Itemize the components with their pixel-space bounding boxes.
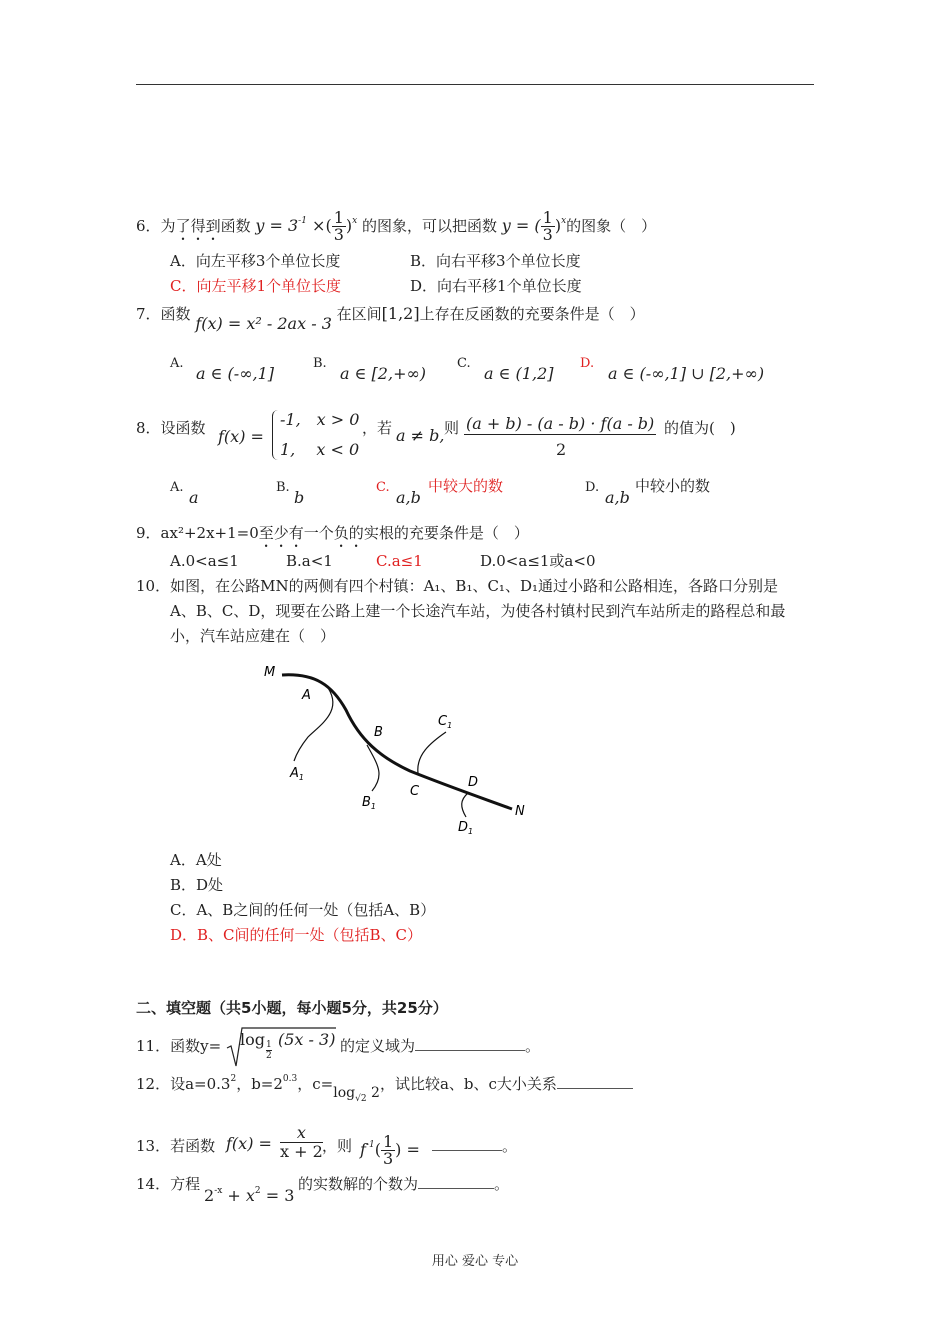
q11-argument: (5x - 3): [278, 1030, 336, 1049]
q7-option-c: a ∈ (1,2]: [484, 364, 554, 383]
q8-option-c-text: 中较大的数: [428, 477, 504, 495]
q8-option-b: b: [294, 488, 305, 507]
q8-option-d-letter: D.: [585, 480, 600, 495]
q8-option-c-letter: C.: [376, 480, 390, 495]
q7-option-d: a ∈ (-∞,1] ∪ [2,+∞): [608, 364, 765, 383]
q13-fx: f(x) =: [226, 1134, 272, 1153]
question-6: 6．为了得到函数 $y = 3^{-1}$ ×( $\frac{1}{3}$ )$^x$ 的图象，可以把函数 y = ( $\frac{1}{3}$ )$^x$的图象（ ）: [136, 208, 657, 244]
q14-equation: $2^{-x} + x^2 = 3$: [204, 1186, 295, 1205]
q6-option-a: A．向左平移3个单位长度: [170, 252, 341, 270]
q8-option-d-text: 中较小的数: [635, 477, 711, 495]
q13-fraction: x x + 2: [280, 1123, 323, 1161]
q10-option-d: D．B、C间的任何一处（包括B、C）: [170, 926, 423, 944]
q6-formula-2: y = ( $\frac{1}{3}$ )$^x$: [501, 208, 567, 244]
q8-option-c: a,b: [396, 488, 421, 507]
q7-formula: f(x) = x² - 2ax - 3: [195, 314, 332, 333]
q14-answer-blank: [418, 1188, 494, 1189]
q8-condition: a ≠ b,: [396, 426, 445, 445]
q8-end: 的值为( ): [664, 419, 736, 437]
q8-fraction-numerator: (a + b) - (a - b) · f(a - b): [466, 414, 655, 433]
q11-end: 的定义域为 。: [340, 1037, 541, 1055]
q12-answer-blank: [557, 1088, 633, 1089]
q13-blank-line: 。: [432, 1136, 517, 1156]
q7-option-b: a ∈ [2,+∞): [340, 364, 427, 383]
section-2-title: 二、填空题（共5小题，每小题5分，共25分）: [136, 999, 448, 1017]
label-d: D: [468, 775, 479, 790]
path-a-a1: [294, 685, 333, 761]
label-c1: $C_1$: [438, 714, 453, 730]
header-rule: [136, 84, 814, 85]
q7-option-d-letter: D.: [580, 356, 595, 371]
q10-option-a: A．A处: [170, 851, 222, 869]
q9-equation: ax²+2x+1=0: [160, 524, 259, 542]
q6-option-d: D．向右平移1个单位长度: [410, 277, 582, 295]
q6-option-b: B．向右平移3个单位长度: [410, 252, 581, 270]
road-diagram: [250, 655, 550, 840]
q13-inverse: $f^{-1}$( $\frac{1}{3}$ ) =: [360, 1132, 420, 1168]
q8-brace: [272, 410, 279, 460]
q9-option-c: C.a≤1: [376, 552, 423, 570]
question-9: 9．ax²+2x+1=0至少有一个负的实根的充要条件是（ ）: [136, 524, 529, 542]
label-a: A: [302, 688, 311, 703]
q10-option-c: C．A、B之间的任何一处（包括A、B）: [170, 901, 436, 919]
q6-emphasis: 了得到: [175, 217, 221, 235]
label-n: N: [515, 804, 525, 819]
q11-lead: 11．函数y=: [136, 1037, 222, 1055]
q11-answer-blank: [415, 1050, 525, 1051]
q10-line-2: A、B、C、D，现要在公路上建一个长途汽车站，为使各村镇村民到汽车站所走的路程总和最: [170, 602, 786, 620]
q8-option-b-letter: B.: [276, 480, 290, 495]
label-c: C: [410, 784, 420, 799]
q11-log: log: [240, 1030, 265, 1049]
q8-case-2: 1, x < 0: [280, 440, 360, 459]
q8-option-a-letter: A.: [170, 480, 184, 495]
label-a1: $A_1$: [290, 766, 304, 782]
q13-mid: ，则: [322, 1137, 353, 1155]
q9-option-b: B.a<1: [286, 552, 333, 570]
q8-case-1: -1, x > 0: [280, 410, 360, 429]
q7-option-a: a ∈ (-∞,1]: [196, 364, 275, 383]
q6-number: 6．: [136, 217, 161, 235]
q8-comma: ，若: [362, 419, 393, 437]
question-12: 12．设$a=0.3^2$，$b=2^{0.3}$，$c=\log_{√2}$ 2，试比较a、b、c大小关系: [136, 1074, 633, 1095]
q13-lead: 13．若函数: [136, 1137, 216, 1155]
q10-option-b: B．D处: [170, 876, 224, 894]
q8-fx: f(x) =: [218, 427, 264, 446]
q7-option-a-letter: A.: [170, 356, 184, 371]
label-d1: $D_1$: [458, 820, 474, 836]
q13-answer-blank: [432, 1150, 502, 1151]
q11-log-base: 1 2: [266, 1040, 272, 1061]
page-footer: 用心 爱心 专心: [431, 1254, 519, 1269]
q14-end: 的实数解的个数为 。: [298, 1175, 510, 1193]
label-b1: $B_1$: [362, 795, 377, 811]
q10-line-1: 10．如图，在公路MN的两侧有四个村镇：A₁、B₁、C₁、D₁通过小路和公路相连，各路口分别是: [136, 577, 778, 595]
q9-option-d: D.0<a≤1或a<0: [480, 552, 596, 570]
q8-option-d: a,b: [605, 488, 630, 507]
q14-lead: 14．方程: [136, 1175, 201, 1193]
q6-option-c: C．向左平移1个单位长度: [170, 277, 342, 295]
q8-fraction-denominator: 2: [556, 440, 567, 459]
q8-option-a: a: [189, 488, 199, 507]
label-m: M: [264, 665, 276, 680]
label-b: B: [374, 725, 383, 740]
q10-line-3: 小，汽车站应建在（ ）: [170, 627, 336, 645]
q8-then: 则: [444, 419, 460, 437]
question-7: 7．函数 f(x) = x² - 2ax - 3 在区间[1,2]上存在反函数的充要条件是（ ）: [136, 304, 645, 333]
q9-option-a: A.0<a≤1: [170, 552, 239, 570]
q6-formula-1: $y = 3^{-1}$ ×( $\frac{1}{3}$ )$^x$: [255, 208, 358, 244]
q7-interval: [1,2]: [381, 304, 420, 323]
q8-number-lead: 8．设函数: [136, 419, 206, 437]
path-d-d1: [462, 793, 468, 817]
q7-option-b-letter: B.: [313, 356, 327, 371]
q7-option-c-letter: C.: [457, 356, 471, 371]
path-c-c1: [418, 732, 446, 773]
